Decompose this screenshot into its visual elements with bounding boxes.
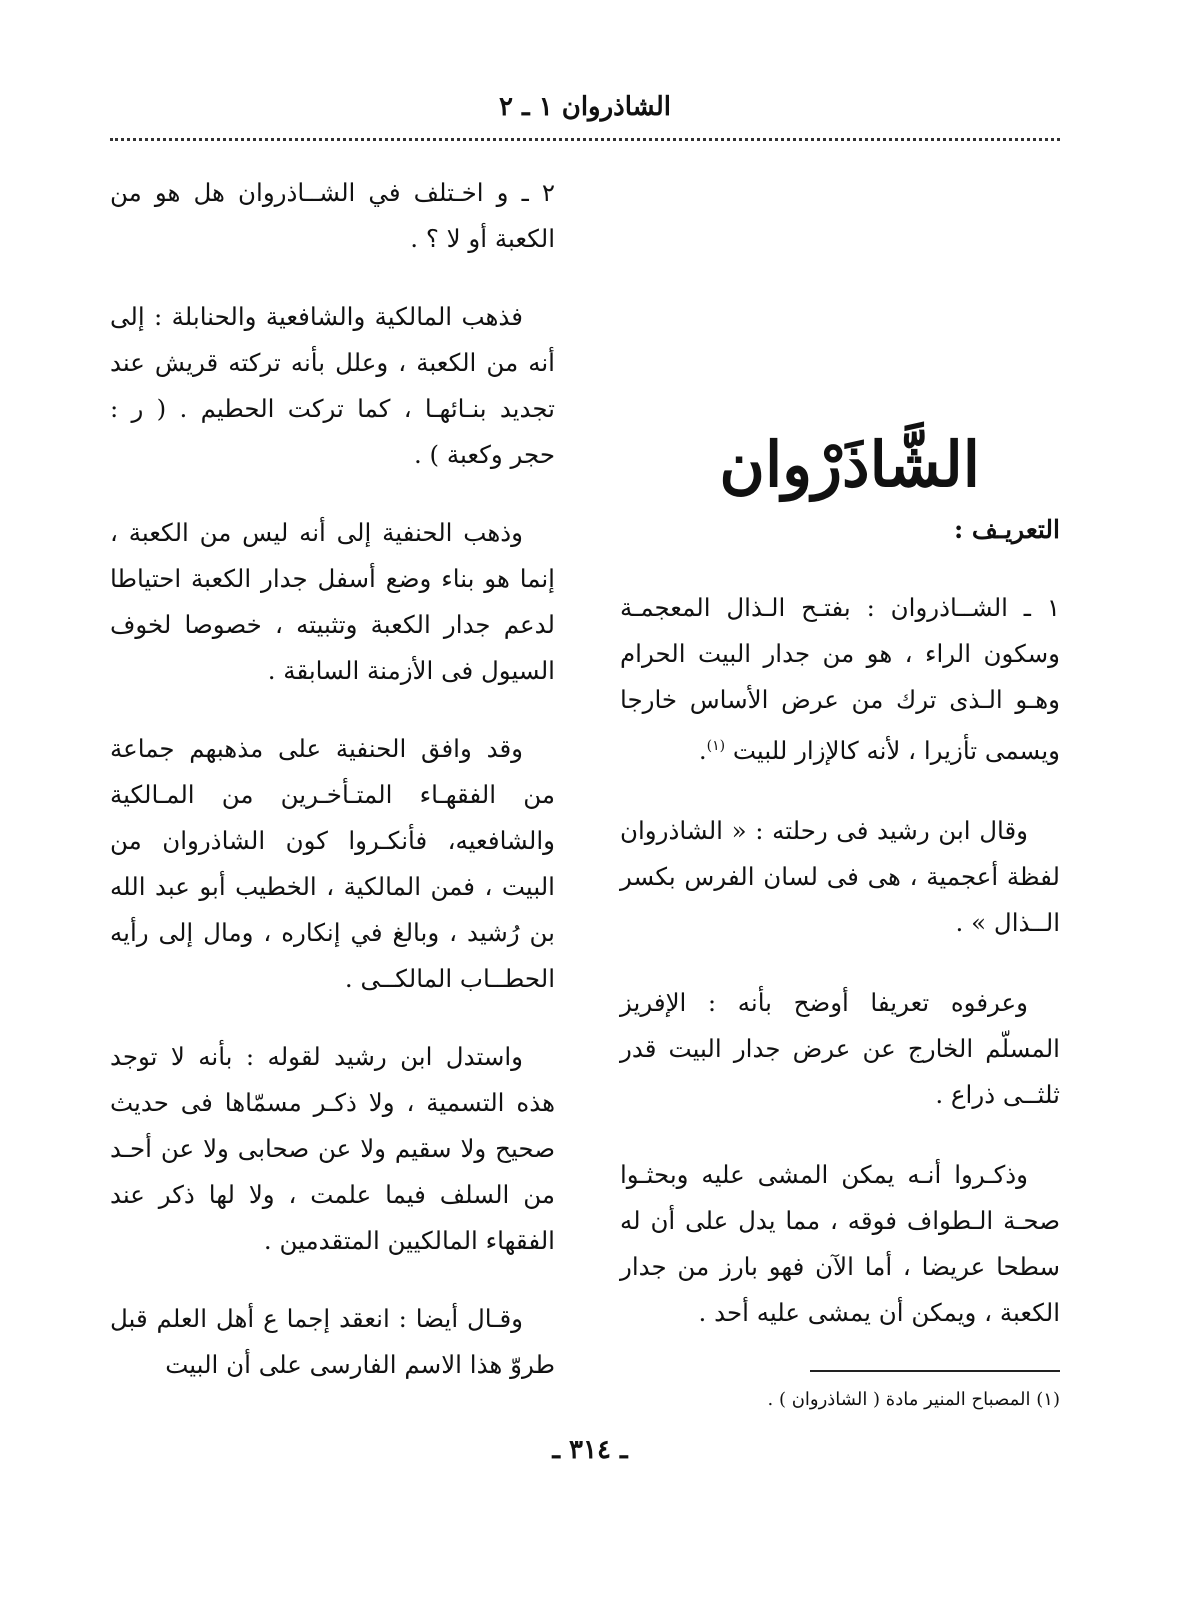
left-paragraph-6: وقـال أيضا : انعقد إجما ع أهل العلم قبل طروّ هذا الاسم الفارسى على أن البيت xyxy=(110,1304,555,1379)
left-paragraph-4: وقد وافق الحنفية على مذهبهم جماعة من الفقهـاء المتـأخـرين من المـالكية والشافعيه، فأنكـروا كون الشاذروان من البيت ، فمن المالكية ، الخطيب أبو عبد الله بن رُشيد ، وبالغ في إنكاره ، ومال إلى رأيه الحطــاب المالكــى . xyxy=(110,734,555,993)
left-column xyxy=(110,170,555,1420)
footnote-rule xyxy=(810,1370,1060,1372)
page-number: ـ ٣١٤ ـ xyxy=(552,1435,628,1465)
right-paragraph-2: وقال ابن رشيد فى رحلته : « الشاذروان لفظة أعجمية ، هى فى لسان الفرس بكسر الــذال » . xyxy=(620,816,1060,938)
header-dotted-rule xyxy=(110,138,1060,141)
right-paragraph-1-end: . xyxy=(698,736,707,766)
definition-heading: التعريـف : xyxy=(953,515,1060,544)
left-paragraph-5: واستدل ابن رشيد لقوله : بأنه لا توجد هذه التسمية ، ولا ذكـر مسمّاها فى حديث صحيح ولا سقيم ولا عن صحابى ولا عن أحـد من السلف فيما علمت ، ولا لها ذكر عند الفقهاء المالكيين المتقدمين . xyxy=(110,1042,555,1255)
left-paragraph-1: ٢ ـ و اخـتلف في الشــاذروان هل هو من الكعبة أو لا ؟ . xyxy=(110,178,555,253)
right-paragraph-4: وذكـروا أنـه يمكن المشى عليه وبحثـوا صحـة الـطواف فوقه ، مما يدل على أن له سطحا عريضا ، أما الآن فهو بارز من جدار الكعبة ، ويمكن أن يمشى عليه أحد . xyxy=(620,1160,1060,1328)
entry-title: الشَّاذَرْوان xyxy=(719,428,980,501)
footnote: (١) المصباح المنير مادة ( الشاذروان ) . xyxy=(767,1389,1060,1410)
right-paragraph-3: وعرفوه تعريفا أوضح بأنه : الإفريز المسلّم الخارج عن عرض جدار البيت قدر ثلثــى ذراع . xyxy=(620,988,1060,1110)
right-paragraph-1 xyxy=(620,585,1060,774)
left-paragraph-2: فذهب المالكية والشافعية والحنابلة : إلى أنه من الكعبة ، وعلل بأنه تركته قريش عند تجديد بنـائهـا ، كما تركت الحطيم . ( ر : حجر وكعبة ) . xyxy=(110,302,555,469)
right-paragraph-1-text: ١ ـ الشــاذروان : بفتـح الـذال المعجمـة وسكون الراء ، هو من جدار البيت الحرام وهـو الـذى ترك من عرض الأساس خارجا ويسمى تأزيرا ، لأنه كالإزار للبيت xyxy=(620,593,1060,766)
left-paragraph-3: وذهب الحنفية إلى أنه ليس من الكعبة ، إنما هو بناء وضع أسفل جدار الكعبة احتياطا لدعم جدار الكعبة وتثبيته ، خصوصا لخوف السيول فى الأزمنة السابقة . xyxy=(110,518,555,685)
right-column xyxy=(620,585,1060,1370)
running-header: الشاذروان ١ ـ ٢ xyxy=(499,92,671,122)
footnote-marker: (١) xyxy=(706,738,726,754)
